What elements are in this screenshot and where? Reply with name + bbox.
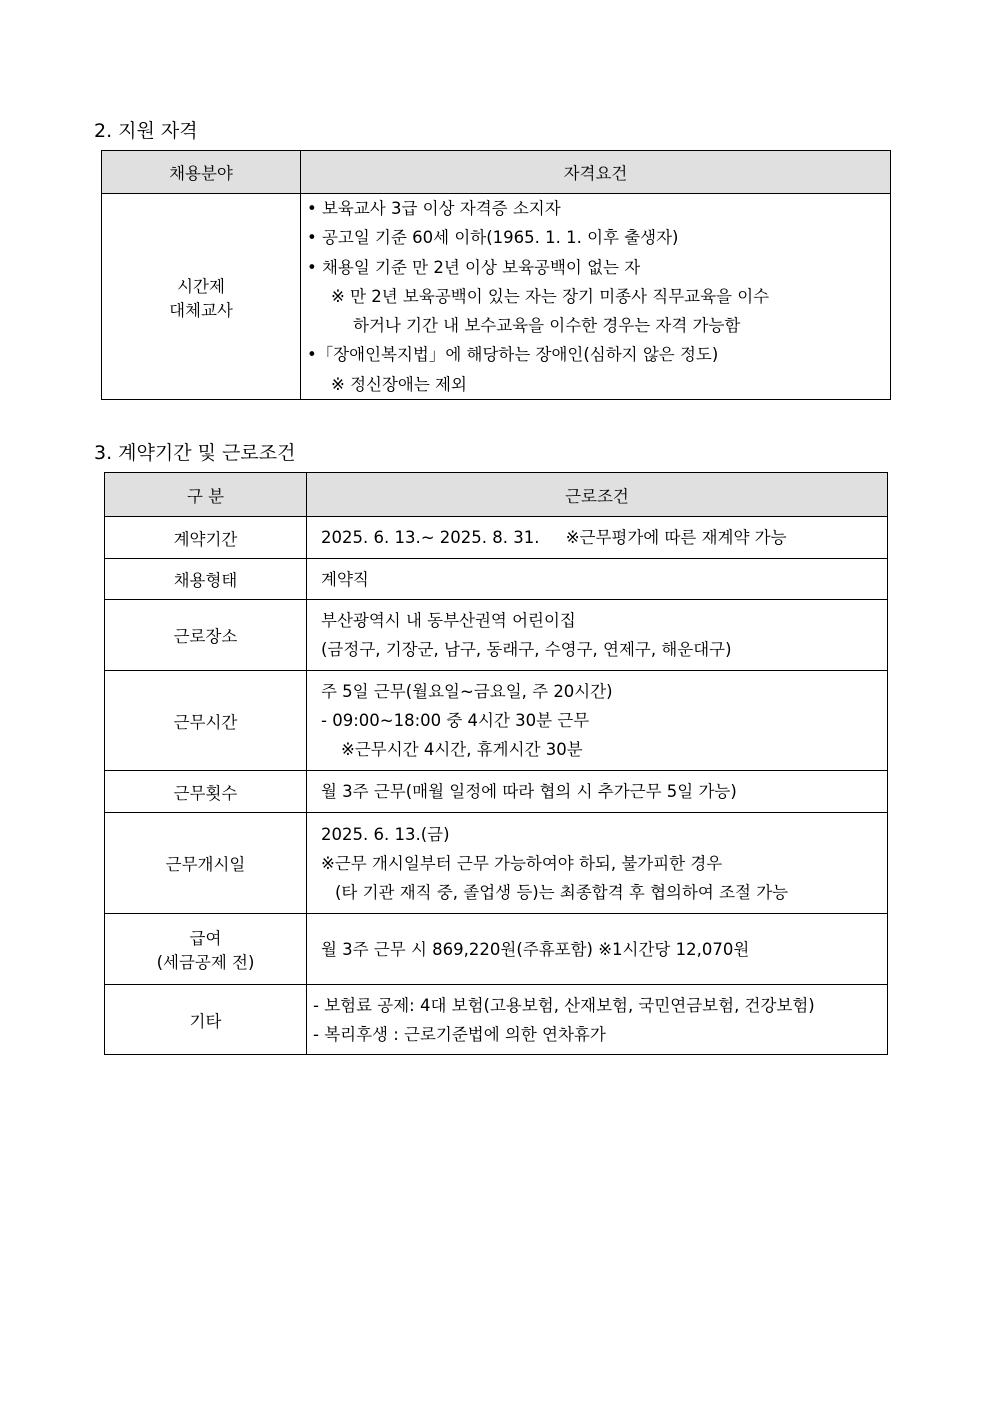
header-category: 구 분: [105, 473, 307, 517]
header-field: 채용분야: [102, 151, 301, 194]
table-header-row: [102, 151, 891, 194]
header-requirements: 자격요건: [301, 151, 891, 194]
row-label-line: (세금공제 전): [156, 953, 255, 972]
row-label: 근무개시일: [105, 813, 307, 914]
table-header-row: [105, 473, 888, 517]
requirement-line: • 채용일 기준 만 2년 이상 보육공백이 없는 자: [307, 257, 641, 277]
requirement-line: • 보육교사 3급 이상 자격증 소지자: [307, 199, 561, 218]
field-label-line: 대체교사: [169, 300, 233, 320]
row-content: [307, 771, 888, 813]
row-content: [307, 914, 888, 985]
row-content: [307, 813, 888, 914]
requirement-note-line: ※ 정신장애는 제외: [331, 374, 467, 394]
header-conditions: 근로조건: [307, 473, 888, 517]
table-row: [105, 985, 888, 1055]
table-row: [105, 813, 888, 914]
row-label-line: 급여: [189, 929, 222, 948]
section-3-title: 3. 계약기간 및 근로조건: [94, 442, 296, 464]
requirements-cell: [301, 194, 891, 400]
qualification-table: [101, 150, 891, 400]
content-note-line: ※근무시간 4시간, 휴게시간 30분: [341, 740, 583, 759]
table-row: [105, 600, 888, 671]
row-label: 기타: [105, 985, 307, 1055]
requirement-note-line: ※ 만 2년 보육공백이 있는 자는 장기 미종사 직무교육을 이수: [331, 286, 770, 306]
content-line: ※근무 개시일부터 근무 가능하여야 하되, 불가피한 경우: [321, 853, 723, 873]
requirement-line: •「장애인복지법」에 해당하는 장애인(심하지 않은 정도): [307, 345, 719, 365]
content-note-line: (타 기관 재직 중, 졸업생 등)는 최종합격 후 협의하여 조절 가능: [335, 882, 789, 902]
table-row: [105, 517, 888, 559]
row-content: [307, 559, 888, 600]
table-row: [105, 559, 888, 600]
row-label: [105, 914, 307, 985]
content-line: 2025. 6. 13.~ 2025. 8. 31. ※근무평가에 따른 재계약 가능: [321, 528, 787, 547]
content-line: 계약직: [321, 569, 369, 589]
content-line: - 복리후생 : 근로기준법에 의한 연차휴가: [313, 1024, 606, 1044]
content-line: 월 3주 근무(매월 일정에 따라 협의 시 추가근무 5일 가능): [321, 782, 737, 801]
content-line: 2025. 6. 13.(금): [321, 824, 450, 844]
table-row: [102, 194, 891, 400]
table-row: [105, 771, 888, 813]
content-line: - 09:00~18:00 중 4시간 30분 근무: [321, 711, 590, 730]
conditions-table: [104, 472, 888, 1055]
field-label-line: 시간제: [177, 276, 225, 296]
row-label: 계약기간: [105, 517, 307, 559]
table-row: [105, 671, 888, 771]
row-content: [307, 517, 888, 559]
content-line: 월 3주 근무 시 869,220원(주휴포함) ※1시간당 12,070원: [321, 939, 750, 959]
row-label: 근무횟수: [105, 771, 307, 813]
row-label: 채용형태: [105, 559, 307, 600]
row-label: 근로장소: [105, 600, 307, 671]
content-line: 부산광역시 내 동부산권역 어린이집: [321, 611, 576, 630]
table-row: [105, 914, 888, 985]
row-content: [307, 985, 888, 1055]
field-label: [102, 194, 301, 400]
requirement-line: • 공고일 기준 60세 이하(1965. 1. 1. 이후 출생자): [307, 228, 679, 248]
row-content: [307, 671, 888, 771]
requirement-note-line: 하거나 기간 내 보수교육을 이수한 경우는 자격 가능함: [353, 316, 741, 336]
section-2-title: 2. 지원 자격: [94, 120, 198, 142]
content-line: 주 5일 근무(월요일~금요일, 주 20시간): [321, 682, 613, 701]
row-label: 근무시간: [105, 671, 307, 771]
content-line: (금정구, 기장군, 남구, 동래구, 수영구, 연제구, 해운대구): [321, 640, 732, 659]
content-line: - 보험료 공제: 4대 보험(고용보험, 산재보험, 국민연금보험, 건강보험): [313, 995, 815, 1015]
row-content: [307, 600, 888, 671]
